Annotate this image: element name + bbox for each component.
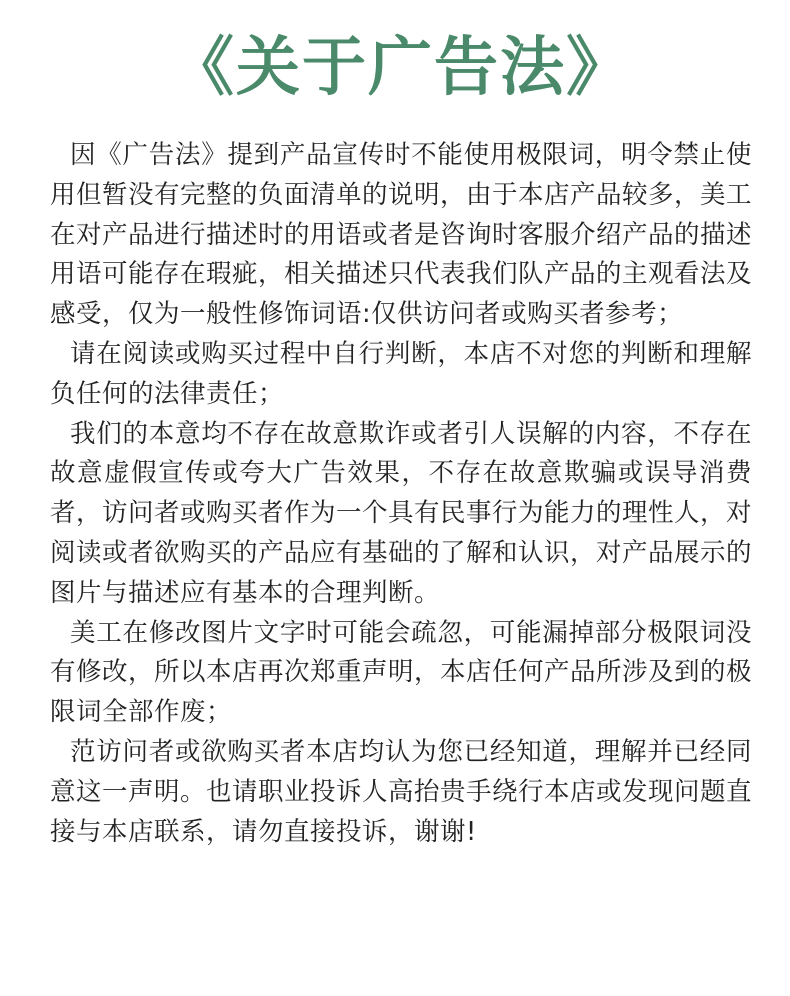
page-title: 《关于广告法》 [170, 31, 632, 105]
paragraph-2: 请在阅读或购买过程中自行判断，本店不对您的判断和理解负任何的法律责任； [50, 338, 752, 409]
paragraph-5: 范访问者或欲购买者本店均认为您已经知道，理解并已经同意这一声明。也请职业投诉人高抬贵手绕行本店或发现问题直接与本店联系，请勿直接投诉，谢谢! [50, 736, 753, 847]
paragraph-4: 美工在修改图片文字时可能会疏忽，可能漏掉部分极限词没有修改，所以本店再次郑重声明，本店任何产品所涉及到的极限词全部作废； [50, 617, 753, 728]
notice-body [50, 136, 752, 852]
paragraph-3: 我们的本意均不存在故意欺诈或者引人误解的内容，不存在故意虚假宣传或夸大广告效果，不存在故意欺骗或误导消费者，访问者或购买者作为一个具有民事行为能力的理性人，对阅读或者欲购买的产品应有基础的了解和认识，对产品展示的图片与描述应有基本的合理判断。 [50, 418, 753, 608]
paragraph-1: 因《广告法》提到产品宣传时不能使用极限词，明令禁止使用但暂没有完整的负面清单的说明，由于本店产品较多，美工在对产品进行描述时的用语或者是咨询时客服介绍产品的描述用语可能存在瑕疵，相关描述只代表我们队产品的主观看法及感受，仅为一般性修饰词语:仅供访问者或购买者参考； [50, 140, 753, 330]
